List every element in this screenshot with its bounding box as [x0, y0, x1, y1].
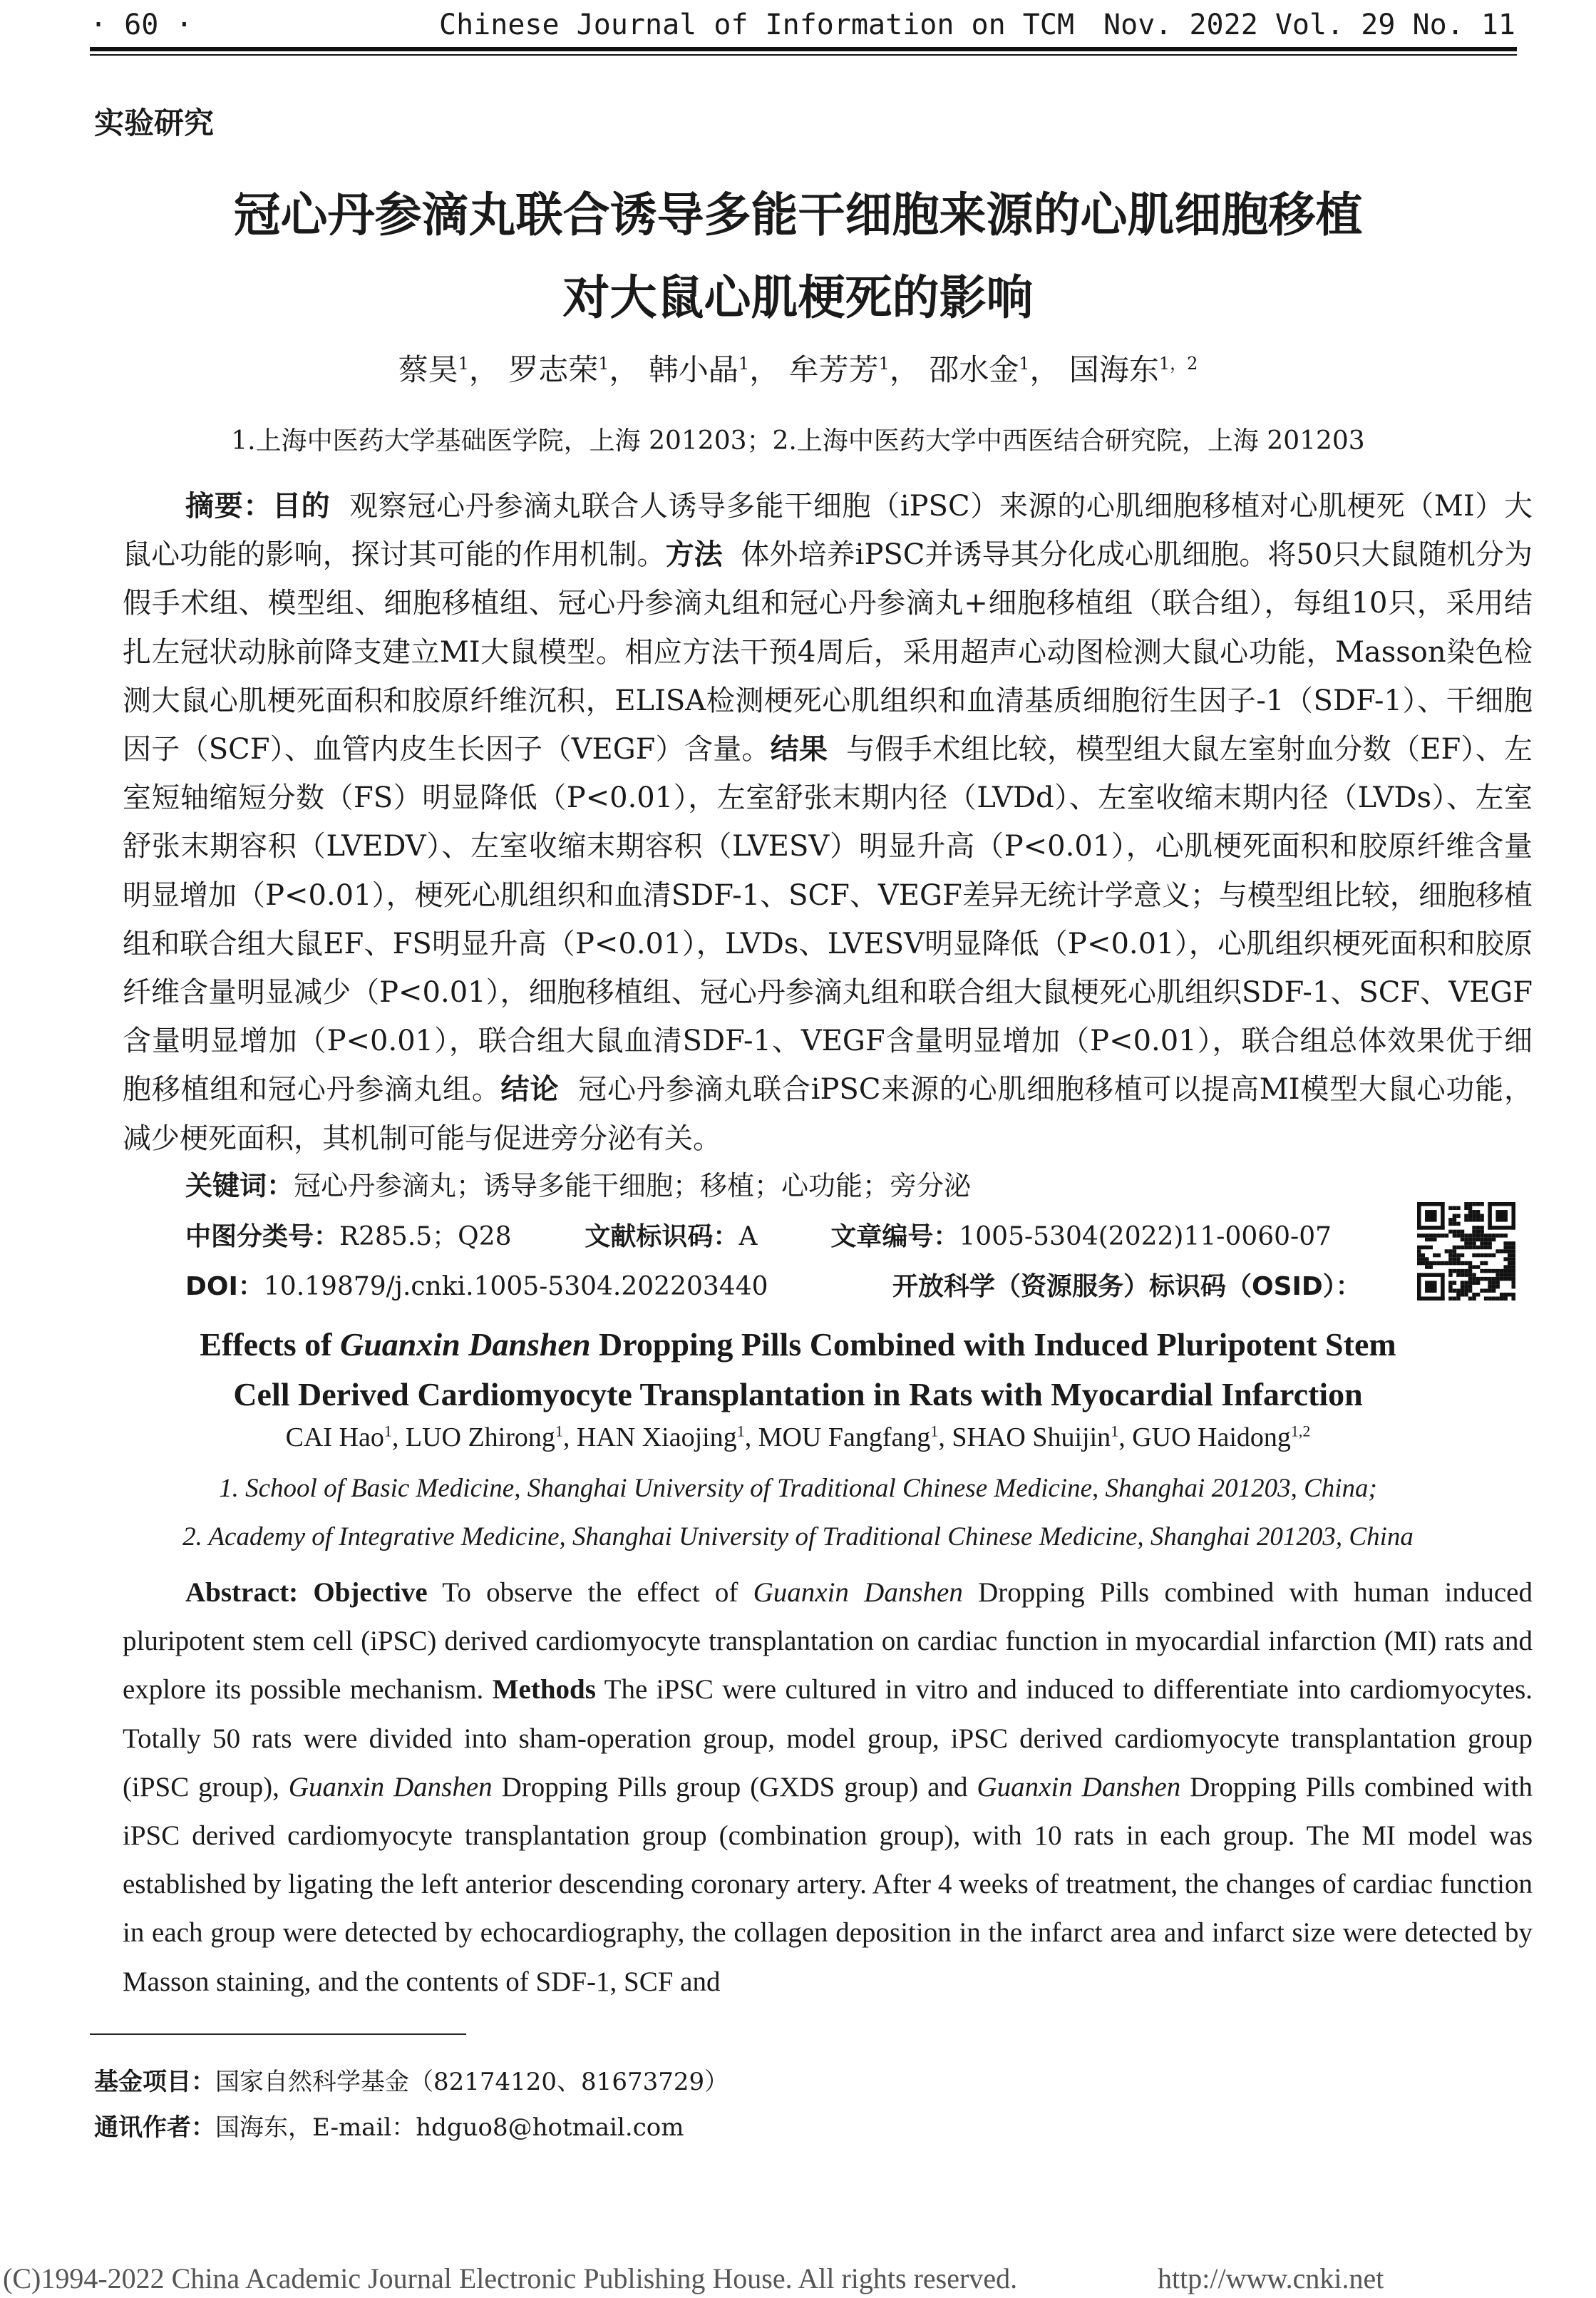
- section-label: 实验研究: [94, 106, 215, 140]
- copyright-bar: [0, 2262, 1596, 2296]
- footnote-fund: 基金项目：国家自然科学基金（82174120、81673729）: [94, 2068, 729, 2096]
- title-en-line1: Effects of Guanxin Danshen Dropping Pills Combined with Induced Pluripotent Stem: [200, 1326, 1396, 1363]
- osid-label: 开放科学（资源服务）标识码（OSID）：: [892, 1272, 1361, 1301]
- authors-en: CAI Hao$^1$, LUO Zhirong$^1$, HAN Xiaojing$^1$, MOU Fangfang$^1$, SHAO Shuijin$^1$, GUO Haidong$^{1,2}$: [285, 1422, 1311, 1452]
- running-header: [90, 9, 1515, 41]
- title-en-line2: Cell Derived Cardiomyocyte Transplantation in Rats with Myocardial Infarction: [233, 1376, 1363, 1412]
- abstract-cn: 摘要：目的 观察冠心丹参滴丸联合人诱导多能干细胞（iPSC）来源的心肌细胞移植对心肌梗死（MI）大鼠心功能的影响，探讨其可能的作用机制。方法 体外培养iPSC并诱导其分化成心肌细胞。将50只大鼠随机分为假手术组、模型组、细胞移植组、冠心丹参滴丸组和冠心丹参滴丸+细胞移植组（联合组），每组10只，采用结扎左冠状动脉前降支建立MI大鼠模型。相应方法干预4周后，采用超声心动图检测大鼠心功能，Masson染色检测大鼠心肌梗死面积和胶原纤维沉积，ELISA检测梗死心肌组织和血清基质细胞衍生因子-1（SDF-1）、干细胞因子（SCF）、血管内皮生长因子（VEGF）含量。结果 与假手术组比较，模型组大鼠左室射血分数（EF）、左室短轴缩短分数（FS）明显降低（P<0.01），左室舒张末期内径（LVDd）、左室收缩末期内径（LVDs）、左室舒张末期容积（LVEDV）、左室收缩末期容积（LVESV）明显升高（P<0.01），心肌梗死面积和胶原纤维含量明显增加（P<0.01），梗死心肌组织和血清SDF-1、SCF、VEGF差异无统计学意义；与模型组比较，细胞移植组和联合组大鼠EF、FS明显升高（P<0.01），LVDs、LVESV明显降低（P<0.01），心肌组织梗死面积和胶原纤维含量明显减少（P<0.01），细胞移植组、冠心丹参滴丸组和联合组大鼠梗死心肌组织SDF-1、SCF、VEGF含量明显增加（P<0.01），联合组大鼠血清SDF-1、VEGF含量明显增加（P<0.01），联合组总体效果优于细胞移植组和冠心丹参滴丸组。结论 冠心丹参滴丸联合iPSC来源的心肌细胞移植可以提高MI模型大鼠心功能，减少梗死面积，其机制可能与促进旁分泌有关。: [123, 490, 1533, 1155]
- footnote-corresponding: 通讯作者：国海东，E-mail：hdguo8@hotmail.com: [94, 2113, 684, 2142]
- doi-line: DOI：10.19879/j.cnki.1005-5304.202203440: [185, 1272, 768, 1301]
- affiliation-en-1: 1. School of Basic Medicine, Shanghai University of Traditional Chinese Medicine, Shanghai 201203, China;: [219, 1474, 1377, 1503]
- keywords-cn: 关键词：冠心丹参滴丸；诱导多能干细胞；移植；心功能；旁分泌: [185, 1170, 972, 1201]
- authors-cn: 蔡昊$^1$， 罗志荣$^1$， 韩小晶$^1$， 牟芳芳$^1$， 邵水金$^1$， 国海东$^{1,2}$: [398, 352, 1198, 387]
- classification-line: 中图分类号：R285.5；Q28 文献标识码：A 文章编号：1005-5304(2022)11-0060-07: [185, 1222, 1332, 1251]
- cnki-link[interactable]: http://www.cnki.net: [1158, 2262, 1384, 2294]
- copyright-text: (C)1994-2022 China Academic Journal Electronic Publishing House. All rights reserved.: [3, 2262, 1018, 2294]
- header-rule-thick: [90, 47, 1517, 51]
- affiliation-en-2: 2. Academy of Integrative Medicine, Shanghai University of Traditional Chinese Medicine, Shanghai 201203, China: [182, 1522, 1414, 1551]
- page-number: · 60 ·: [90, 9, 193, 41]
- journal-name: Chinese Journal of Information on TCM: [439, 9, 1075, 41]
- abstract-en: Abstract: Objective To observe the effect of Guanxin Danshen Dropping Pills combined with human induced pluripotent stem cell (iPSC) derived cardiomyocyte transplantation on cardiac function in myocardial infarction (MI) rats and explore its possible mechanism. Methods The iPSC were cultured in vitro and induced to differentiate into cardiomyocytes. Totally 50 rats were divided into sham-operation group, model group, iPSC derived cardiomyocyte transplantation group (iPSC group), Guanxin Danshen Dropping Pills group (GXDS group) and Guanxin Danshen Dropping Pills combined with iPSC derived cardiomyocyte transplantation group (combination group), with 10 rats in each group. The MI model was established by ligating the left anterior descending coronary artery. After 4 weeks of treatment, the changes of cardiac function in each group were detected by echocardiography, the collagen deposition in the infarct area and infarct size were detected by Masson staining, and the contents of SDF-1, SCF and: [123, 1577, 1533, 1997]
- qr-code-icon[interactable]: [1417, 1202, 1515, 1301]
- title-cn-line2: 对大鼠心肌梗死的影响: [562, 270, 1034, 325]
- affiliations-cn: 1.上海中医药大学基础医学院，上海 201203；2.上海中医药大学中西医结合研究院，上海 201203: [231, 426, 1365, 456]
- journal-issue: Nov. 2022 Vol. 29 No. 11: [1103, 9, 1515, 41]
- header-rule-thin: [90, 54, 1517, 56]
- title-cn-line1: 冠心丹参滴丸联合诱导多能干细胞来源的心肌细胞移植: [233, 187, 1363, 242]
- footnote-rule: [90, 2033, 466, 2035]
